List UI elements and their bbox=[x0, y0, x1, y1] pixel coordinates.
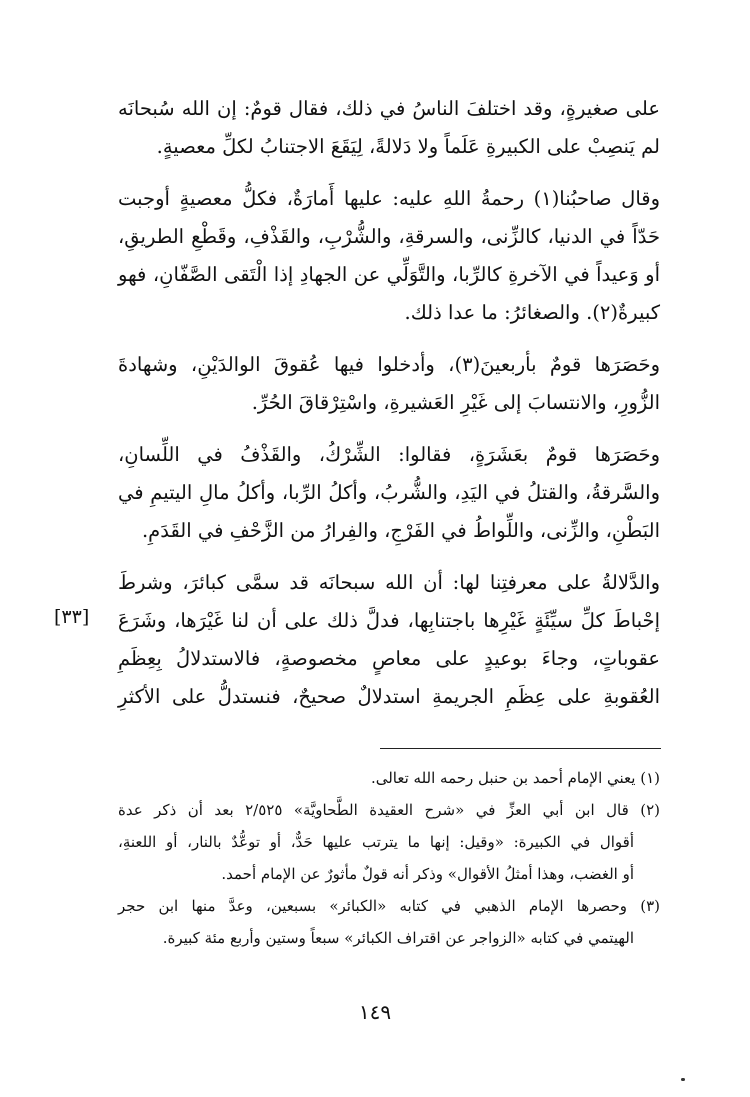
footnote-1 bbox=[118, 762, 660, 794]
text-line: على صغيرةٍ، وقد اختلفَ الناسُ في ذلك، فقال قومٌ: إن الله سُبحانَه bbox=[118, 97, 660, 120]
paragraph-1 bbox=[118, 90, 660, 166]
footnote-line: الهيتمي في كتابه «الزواجر عن اقتراف الكبائر» سبعاً وستين وأربع مئة كبيرة. bbox=[162, 929, 634, 947]
footnote-line: (٣) وحصرها الإمام الذهبي في كتابه «الكبائر» بسبعين، وعدَّ منها ابن حجر bbox=[118, 897, 660, 915]
page-number: ١٤٩ bbox=[358, 1000, 392, 1024]
footnote-line: (٢) قال ابن أبي العزِّ في «شرح العقيدة الطَّحاويَّة» ٢/٥٢٥ بعد أن ذكر عدة bbox=[118, 801, 660, 819]
text-line: عقوباتٍ، وجاءَ بوعيدٍ على معاصٍ مخصوصةٍ، فالاستدلالُ بِعِظَمِ bbox=[118, 647, 660, 670]
text-line: والسَّرقةُ، والقتلُ في اليَدِ، والشُّربُ، وأكلُ الرِّبا، وأكلُ مالِ اليتيمِ في bbox=[118, 481, 660, 504]
text-line: وقال صاحبُنا(١) رحمةُ اللهِ عليه: عليها أَمارَةٌ، فكلُّ معصيةٍ أوجبت bbox=[118, 187, 660, 210]
text-line: الزُّورِ، والانتسابَ إلى غَيْرِ العَشيرةِ، واسْتِرْقاقَ الحُرِّ. bbox=[251, 391, 660, 414]
paragraph-2 bbox=[118, 180, 660, 332]
main-text bbox=[118, 90, 660, 730]
text-line: حَدّاً في الدنيا، كالزِّنى، والسرقةِ، والشُّرْبِ، والقَذْفِ، وقَطْعِ الطريقِ، bbox=[118, 225, 660, 248]
footnote-line: أو الغضب، وهذا أمثلُ الأقوال» وذكر أنه قولٌ مأثورٌ عن الإمام أحمد. bbox=[221, 865, 634, 883]
footnote-3 bbox=[118, 890, 660, 954]
text-line: وحَصَرَها قومٌ بأربعينَ(٣)، وأدخلوا فيها عُقوقَ الوالدَيْنِ، وشهادةَ bbox=[118, 353, 661, 376]
footnote-line: (١) يعني الإمام أحمد بن حنبل رحمه الله تعالى. bbox=[370, 769, 660, 787]
footnote-separator bbox=[380, 748, 661, 749]
paragraph-5 bbox=[118, 564, 660, 716]
footnotes bbox=[118, 762, 660, 954]
text-line: وحَصَرَها قومٌ بعَشَرَةٍ، فقالوا: الشِّرْكُ، والقَذْفُ في اللِّسانِ، bbox=[118, 443, 660, 466]
paragraph-3 bbox=[118, 346, 660, 422]
text-line: العُقوبةِ على عِظَمِ الجريمةِ استدلالٌ صحيحٌ، فنستدلُّ على الأكثرِ bbox=[118, 685, 660, 708]
margin-reference-number: [٣٣] bbox=[54, 606, 90, 628]
footnote-2 bbox=[118, 794, 660, 890]
text-line: البَطْنِ، والزِّنى، واللِّواطُ في الفَرْجِ، والفِرارُ من الزَّحْفِ في القَدَمِ. bbox=[141, 519, 660, 542]
scan-speck bbox=[681, 1078, 685, 1081]
text-line: أو وَعيداً في الآخرةِ كالرِّبا، والتَّوَلِّي عن الجهادِ إذا الْتَقى الصَّفّانِ، فهو bbox=[118, 263, 660, 286]
text-line: إحْباطَ كلِّ سيِّئَةٍ غَيْرِها باجتنابِها، فدلَّ ذلك على أن لنا غَيْرَها، وشَرَعَ bbox=[118, 609, 660, 632]
text-line: لم يَنصِبْ على الكبيرةِ عَلَماً ولا دَلالةً، لِيَقَعَ الاجتنابُ لكلِّ معصيةٍ. bbox=[156, 135, 660, 158]
text-line: والدَّلالةُ على معرفتِنا لها: أن الله سبحانَه قد سمَّى كبائرَ، وشرطَ bbox=[118, 571, 660, 594]
paragraph-4 bbox=[118, 436, 660, 550]
footnote-line: أقوال في الكبيرة: «وقيل: إنها ما يترتب عليها حَدٌّ، أو توعُّدٌ بالنار، أو اللعنةِ، bbox=[118, 833, 634, 851]
text-line: كبيرةٌ(٢). والصغائرُ: ما عدا ذلك. bbox=[404, 301, 660, 324]
